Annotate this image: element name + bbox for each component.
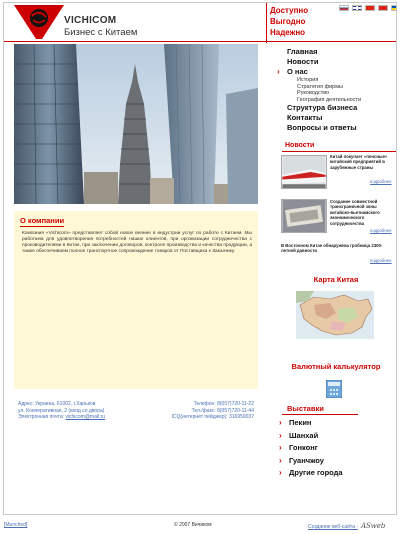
contact-phone-label: Телефон: bbox=[193, 401, 216, 407]
footer-credit bbox=[308, 522, 385, 530]
contact-email-label: Электронная почта: bbox=[18, 414, 65, 420]
news-item-3-more-link[interactable]: подробнее bbox=[370, 258, 392, 263]
footer-munched-link[interactable]: [Munched] bbox=[4, 522, 28, 528]
exhibition-item-label: Гуанчжоу bbox=[289, 455, 324, 465]
menu-item-home[interactable]: Главная bbox=[287, 47, 318, 56]
footer-credit-label[interactable]: Создание веб-сайта - bbox=[308, 524, 358, 530]
exhibition-item-label: Гонконг bbox=[289, 443, 318, 452]
chevron-right-icon: › bbox=[279, 430, 282, 440]
exhibition-item-label: Другие города bbox=[289, 468, 343, 477]
chevron-right-icon: › bbox=[279, 468, 282, 477]
main-menu bbox=[277, 47, 362, 133]
contact-street: ул. Кооперативная, 2 (вход со двора) bbox=[18, 407, 105, 414]
exhibition-item-guangzhou[interactable] bbox=[279, 455, 343, 468]
news-item-3-text[interactable]: В Восточном Китае обнаружена гробница 2300-летней давности bbox=[281, 243, 383, 254]
exhibition-item-shanghai[interactable] bbox=[279, 430, 343, 443]
currency-calculator-title[interactable]: Валютный калькулятор bbox=[291, 362, 381, 371]
menu-item-faq[interactable]: Вопросы и ответы bbox=[287, 123, 357, 132]
map-title[interactable]: Карта Китая bbox=[313, 275, 359, 284]
china-map-image[interactable] bbox=[296, 291, 374, 339]
language-flags bbox=[339, 5, 397, 11]
submenu-item-geography[interactable]: География деятельности bbox=[297, 96, 362, 103]
contacts bbox=[18, 401, 254, 421]
page-frame bbox=[3, 2, 397, 515]
asweb-logo[interactable]: ASweb bbox=[360, 522, 386, 530]
about-title: О компании bbox=[20, 216, 65, 225]
chevron-right-icon: › bbox=[279, 455, 282, 465]
brand-name: VICHICOM bbox=[64, 15, 117, 26]
news-item-2-text[interactable]: Создание совместной трансграничной зоны китайско-вьетнамского экономического сотрудничества bbox=[330, 199, 380, 226]
slogan-accessible: Доступно bbox=[270, 6, 309, 15]
menu-item-about[interactable] bbox=[277, 67, 361, 77]
contact-fax-label: Тел./факс: bbox=[191, 407, 216, 414]
flag-ua-icon[interactable] bbox=[391, 5, 397, 11]
contact-phone: 8(057)720-11-22 bbox=[217, 401, 254, 407]
about-panel bbox=[14, 211, 258, 389]
flag-uk-icon[interactable] bbox=[352, 5, 362, 11]
news-item-1-more-link[interactable]: подробнее bbox=[370, 179, 392, 184]
submenu-about bbox=[287, 77, 361, 103]
contact-icq-label: ICQ(интернет пейджер): bbox=[171, 414, 228, 420]
calculator-icon[interactable] bbox=[326, 380, 342, 398]
exhibitions-list bbox=[279, 417, 343, 480]
submenu-item-history[interactable]: История bbox=[297, 77, 319, 83]
menu-item-structure[interactable]: Структура бизнеса bbox=[287, 103, 358, 112]
brand-tagline: Бизнес с Китаем bbox=[64, 27, 138, 38]
chevron-right-icon: › bbox=[277, 67, 280, 76]
slogans bbox=[270, 5, 308, 38]
menu-item-news[interactable]: Новости bbox=[287, 57, 319, 66]
header-rule bbox=[4, 41, 397, 42]
skyline-photo bbox=[14, 44, 258, 204]
news-rule bbox=[282, 151, 397, 152]
contact-address: Адрес: Украина, 61002, г.Харьков bbox=[18, 401, 96, 407]
news-title: Новости bbox=[285, 142, 315, 149]
news-item-2-more-link[interactable]: подробнее bbox=[370, 228, 392, 233]
news-image-train[interactable] bbox=[281, 155, 327, 189]
chevron-right-icon: › bbox=[279, 443, 282, 452]
about-text: Компания «Vichicom» представляет собой новое веяние в индустрии услуг по работе с Китаем. Мы работаем для удовлетворения потребностей наших клиентов, при организации сотрудничества с производителями в Китае, при заключении договоров, контроле производства и качества продукции, а также обеспечиваем полное транспортное сопровождение товаров от Поставщика к Заказчику. bbox=[22, 231, 252, 254]
slogan-reliable: Надежно bbox=[270, 28, 306, 37]
header-divider bbox=[266, 3, 267, 43]
flag-cn-icon[interactable] bbox=[365, 5, 375, 11]
menu-item-contacts[interactable]: Контакты bbox=[287, 113, 323, 122]
exhibition-item-hongkong[interactable] bbox=[279, 442, 343, 455]
flag-ru-icon[interactable] bbox=[339, 5, 349, 11]
header bbox=[4, 3, 397, 43]
contact-email-link[interactable]: vichicom@mail.ru bbox=[65, 414, 105, 420]
exhibition-item-other[interactable] bbox=[279, 467, 343, 480]
logo-icon[interactable] bbox=[14, 5, 64, 39]
submenu-item-strategy[interactable]: Стратегия фирмы bbox=[297, 83, 343, 90]
news-image-money[interactable] bbox=[281, 199, 327, 233]
submenu-item-management[interactable]: Руководство bbox=[297, 90, 330, 96]
footer-copyright: © 2007 Вичиком bbox=[174, 522, 212, 528]
menu-item-about-label: О нас bbox=[287, 67, 308, 76]
exhibitions-rule bbox=[282, 414, 358, 415]
exhibitions-title: Выставки bbox=[287, 404, 324, 413]
chevron-right-icon: › bbox=[279, 418, 282, 427]
exhibition-item-beijing[interactable] bbox=[279, 417, 343, 430]
exhibition-item-label: Шанхай bbox=[289, 430, 319, 440]
contact-fax: 8(057)720-11-44 bbox=[217, 407, 254, 414]
news-item-1-text[interactable]: Китай покупает «пенсные» китайский предприятий в зарубежные страны bbox=[330, 154, 388, 170]
flag-vn-icon[interactable] bbox=[378, 5, 388, 11]
exhibition-item-label: Пекин bbox=[289, 418, 312, 427]
slogan-profitable: Выгодно bbox=[270, 17, 306, 26]
contact-icq: 316950037 bbox=[228, 414, 254, 420]
